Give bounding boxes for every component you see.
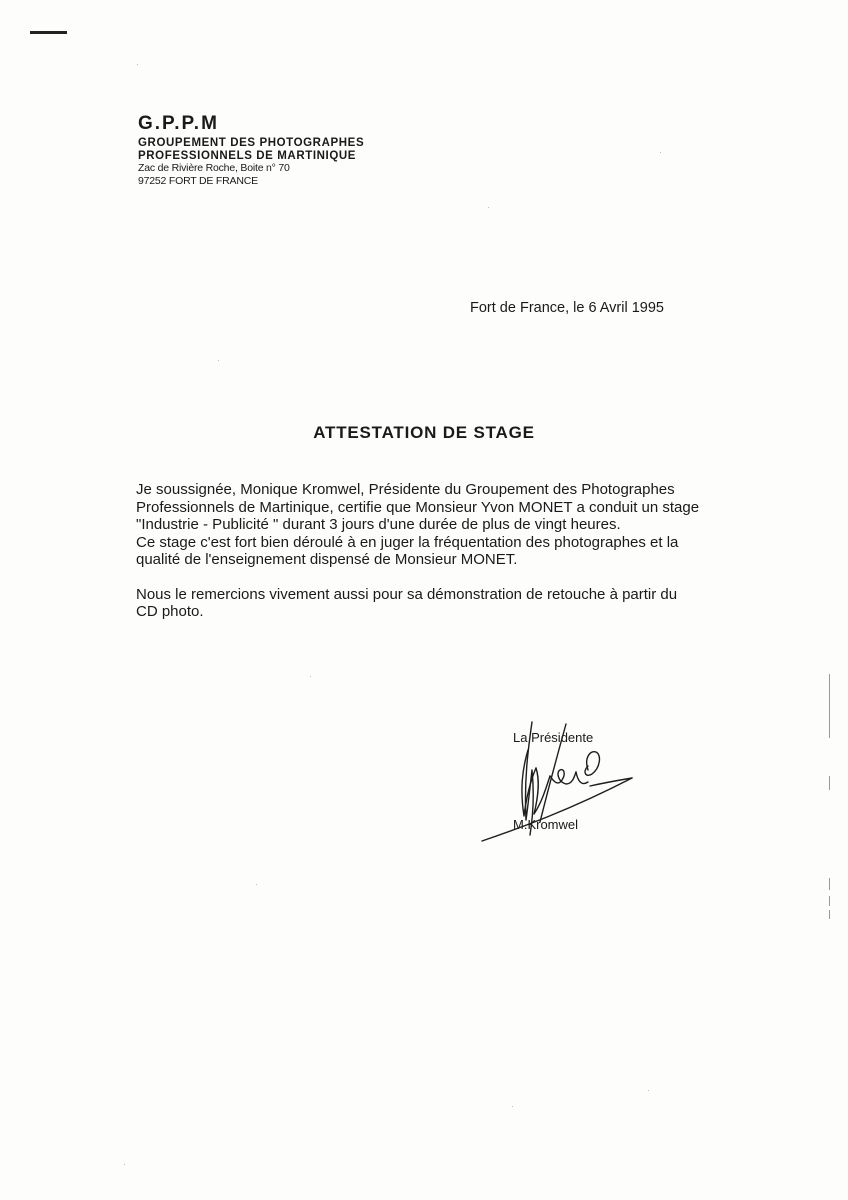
scan-speck xyxy=(648,1090,649,1091)
body-line: qualité de l'enseignement dispensé de Monsieur MONET. xyxy=(136,551,518,568)
letterhead xyxy=(138,113,458,188)
body-line: Professionnels de Martinique, certifie que Monsieur Yvon MONET a conduit un stage xyxy=(136,498,700,516)
scan-speck xyxy=(218,360,219,361)
body-line: CD photo. xyxy=(136,603,204,620)
letter-body xyxy=(136,481,776,621)
scan-mark xyxy=(30,31,67,34)
scan-artifact xyxy=(829,776,830,790)
scan-speck xyxy=(256,884,257,885)
scan-artifact xyxy=(829,674,830,738)
scan-artifact xyxy=(829,896,830,906)
paragraph-spacer xyxy=(136,569,776,586)
signature-block xyxy=(470,710,650,850)
paragraph-2 xyxy=(136,586,776,621)
signatory-title: La Présidente xyxy=(513,730,594,745)
body-line: Je soussignée, Monique Kromwel, Présidente du Groupement des Photographes xyxy=(136,481,675,498)
org-name-line-2: PROFESSIONNELS DE MARTINIQUE xyxy=(138,149,357,162)
body-line: Nous le remercions vivement aussi pour sa démonstration de retouche à partir du xyxy=(136,585,678,603)
address-line-2: 97252 FORT DE FRANCE xyxy=(138,175,258,187)
org-name-line-1: GROUPEMENT DES PHOTOGRAPHES xyxy=(138,137,365,149)
scan-speck xyxy=(512,1106,513,1107)
document-title: ATTESTATION DE STAGE xyxy=(313,423,535,442)
scan-speck xyxy=(310,676,311,677)
body-line: Ce stage c'est fort bien déroulé à en juger la fréquentation des photographes et la xyxy=(136,533,679,551)
scan-artifact xyxy=(829,878,830,890)
scan-speck xyxy=(660,152,661,153)
date-line: Fort de France, le 6 Avril 1995 xyxy=(470,300,664,316)
paragraph-1 xyxy=(136,481,776,569)
scan-speck xyxy=(137,64,138,65)
scan-artifact xyxy=(829,910,830,919)
scan-speck xyxy=(124,1164,125,1165)
scan-speck xyxy=(488,207,489,208)
signatory-name: M.Kromwel xyxy=(513,817,579,832)
handwritten-signature-icon xyxy=(470,710,650,850)
address-line-1: Zac de Rivière Roche, Boite n° 70 xyxy=(138,162,290,174)
body-line: "Industrie - Publicité " durant 3 jours d'une durée de plus de vingt heures. xyxy=(136,516,621,533)
org-abbreviation: G.P.P.M xyxy=(138,113,219,134)
